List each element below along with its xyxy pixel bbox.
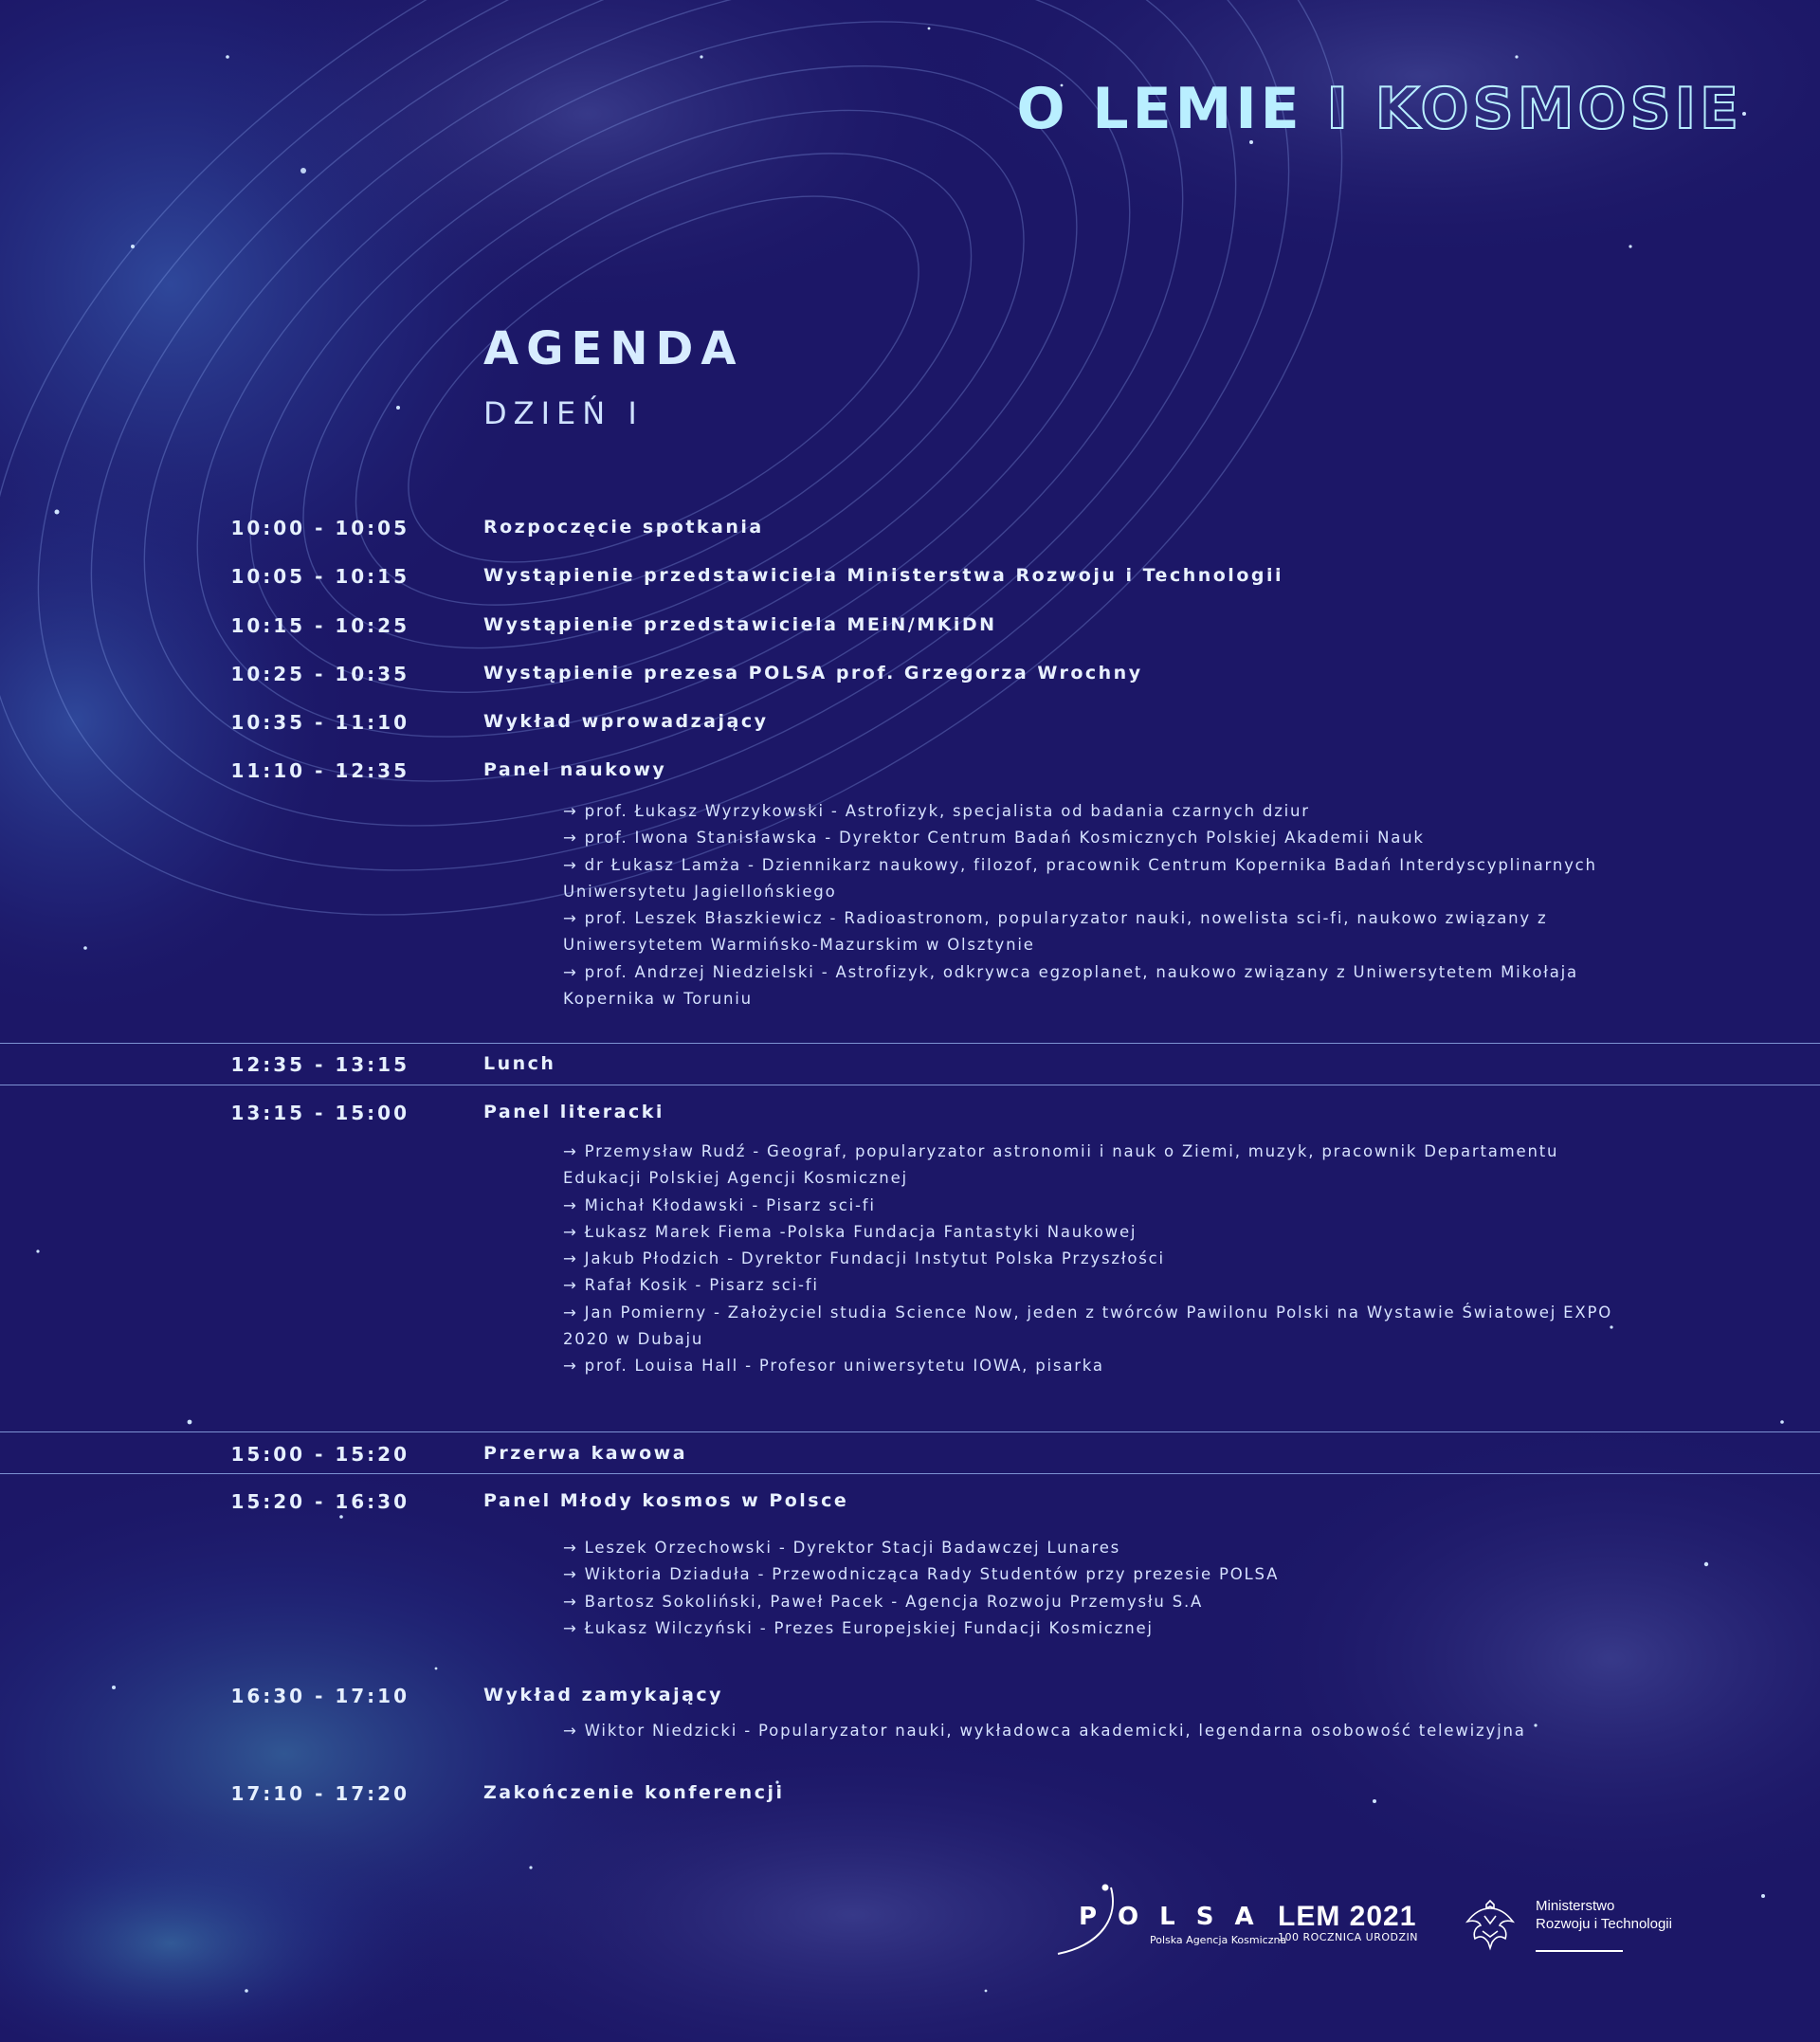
schedule-time: 15:00 - 15:20	[230, 1443, 410, 1466]
speaker-item: → prof. Louisa Hall - Profesor uniwersytetu IOWA, pisarka	[563, 1353, 1634, 1379]
speaker-item: → Bartosz Sokoliński, Paweł Pacek - Agencja Rozwoju Przemysłu S.A	[563, 1589, 1634, 1615]
speaker-item: → Jakub Płodzich - Dyrektor Fundacji Instytut Polska Przyszłości	[563, 1246, 1634, 1272]
schedule-time: 17:10 - 17:20	[230, 1782, 410, 1805]
speaker-list	[563, 1535, 1634, 1642]
schedule-time: 12:35 - 13:15	[230, 1053, 410, 1076]
divider	[0, 1431, 1820, 1432]
schedule-time: 10:25 - 10:35	[230, 663, 410, 685]
speaker-item: → Rafał Kosik - Pisarz sci-fi	[563, 1272, 1634, 1299]
divider	[0, 1043, 1820, 1044]
schedule-title: Panel naukowy	[483, 759, 667, 780]
speaker-item: → prof. Łukasz Wyrzykowski - Astrofizyk, specjalista od badania czarnych dziur	[563, 798, 1634, 825]
schedule-time: 10:15 - 10:25	[230, 614, 410, 637]
schedule-time: 10:05 - 10:15	[230, 565, 410, 588]
speaker-item: → Wiktor Niedzicki - Popularyzator nauki, wykładowca akademicki, legendarna osobowość telewizyjna	[563, 1722, 1634, 1741]
speaker-item: → Łukasz Wilczyński - Prezes Europejskiej Fundacji Kosmicznej	[563, 1615, 1634, 1642]
speaker-item: → Leszek Orzechowski - Dyrektor Stacji Badawczej Lunares	[563, 1535, 1634, 1561]
schedule-time: 10:00 - 10:05	[230, 517, 410, 539]
speaker-item: → Łukasz Marek Fiema -Polska Fundacja Fantastyki Naukowej	[563, 1219, 1634, 1246]
schedule-title: Lunch	[483, 1053, 556, 1074]
ministry-name-line1: Ministerstwo	[1536, 1898, 1615, 1914]
schedule-title: Zakończenie konferencji	[483, 1782, 785, 1803]
lem2021-wordmark: LEM 2021	[1278, 1901, 1417, 1932]
schedule-time: 16:30 - 17:10	[230, 1685, 410, 1707]
lem2021-logo	[1278, 1901, 1418, 1943]
schedule-time: 11:10 - 12:35	[230, 759, 410, 782]
polsa-wordmark: POLSA	[1079, 1903, 1275, 1931]
schedule-title: Wystąpienie przedstawiciela Ministerstwa Rozwoju i Technologii	[483, 565, 1284, 586]
speaker-item: → prof. Andrzej Niedzielski - Astrofizyk, odkrywca egzoplanet, naukowo związany z Uniwersytetem Mikołaja Kopernika w Toruniu	[563, 959, 1634, 1013]
schedule-title: Przerwa kawowa	[483, 1443, 688, 1464]
event-title	[1017, 76, 1743, 142]
schedule-title: Wykład zamykający	[483, 1685, 724, 1705]
agenda-heading: AGENDA	[483, 322, 744, 375]
schedule-title: Panel literacki	[483, 1102, 664, 1122]
ministry-name	[1536, 1897, 1706, 1933]
speaker-list	[563, 1722, 1634, 1741]
divider	[0, 1473, 1820, 1474]
event-title-part1: O LEMIE	[1016, 76, 1327, 142]
event-title-part2: I KOSMOSIE	[1326, 76, 1742, 142]
schedule-title: Wystąpienie przedstawiciela MEiN/MKiDN	[483, 614, 997, 635]
schedule-title: Rozpoczęcie spotkania	[483, 517, 764, 538]
eagle-emblem-icon	[1464, 1895, 1517, 1952]
speaker-item: → prof. Leszek Błaszkiewicz - Radioastronom, popularyzator nauki, nowelista sci-fi, naukowo związany z Uniwersytetem Warmińsko-Mazurskim w Olsztynie	[563, 905, 1634, 959]
speaker-list	[563, 798, 1634, 1012]
schedule-title: Wystąpienie prezesa POLSA prof. Grzegorza Wrochny	[483, 663, 1143, 684]
ministry-name-line2: Rozwoju i Technologii	[1536, 1916, 1672, 1932]
speaker-item: → prof. Iwona Stanisławska - Dyrektor Centrum Badań Kosmicznych Polskiej Akademii Nauk	[563, 825, 1634, 851]
speaker-list	[563, 1139, 1634, 1380]
schedule-time: 10:35 - 11:10	[230, 711, 410, 734]
speaker-item: → Jan Pomierny - Założyciel studia Science Now, jeden z twórców Pawilonu Polski na Wystawie Światowej EXPO 2020 w Dubaju	[563, 1300, 1634, 1354]
speaker-item: → Michał Kłodawski - Pisarz sci-fi	[563, 1193, 1634, 1219]
schedule-title: Wykład wprowadzający	[483, 711, 769, 732]
ministry-underline	[1536, 1950, 1623, 1952]
day-heading: DZIEŃ I	[483, 395, 644, 431]
schedule-time: 15:20 - 16:30	[230, 1490, 410, 1513]
partner-logos	[1052, 1882, 1792, 1967]
schedule-time: 13:15 - 15:00	[230, 1102, 410, 1124]
polsa-subtitle: Polska Agencja Kosmiczna	[1150, 1934, 1287, 1946]
schedule-title: Panel Młody kosmos w Polsce	[483, 1490, 849, 1511]
speaker-item: → Przemysław Rudź - Geograf, popularyzator astronomii i nauk o Ziemi, muzyk, pracownik Departamentu Edukacji Polskiej Agencji Kosmicznej	[563, 1139, 1634, 1193]
speaker-item: → Wiktoria Dziaduła - Przewodnicząca Rady Studentów przy prezesie POLSA	[563, 1561, 1634, 1588]
lem2021-subtitle: 100 ROCZNICA URODZIN	[1278, 1931, 1419, 1943]
speaker-item: → dr Łukasz Lamża - Dziennikarz naukowy, filozof, pracownik Centrum Kopernika Badań Interdyscyplinarnych Uniwersytetu Jagiellońskiego	[563, 852, 1634, 906]
